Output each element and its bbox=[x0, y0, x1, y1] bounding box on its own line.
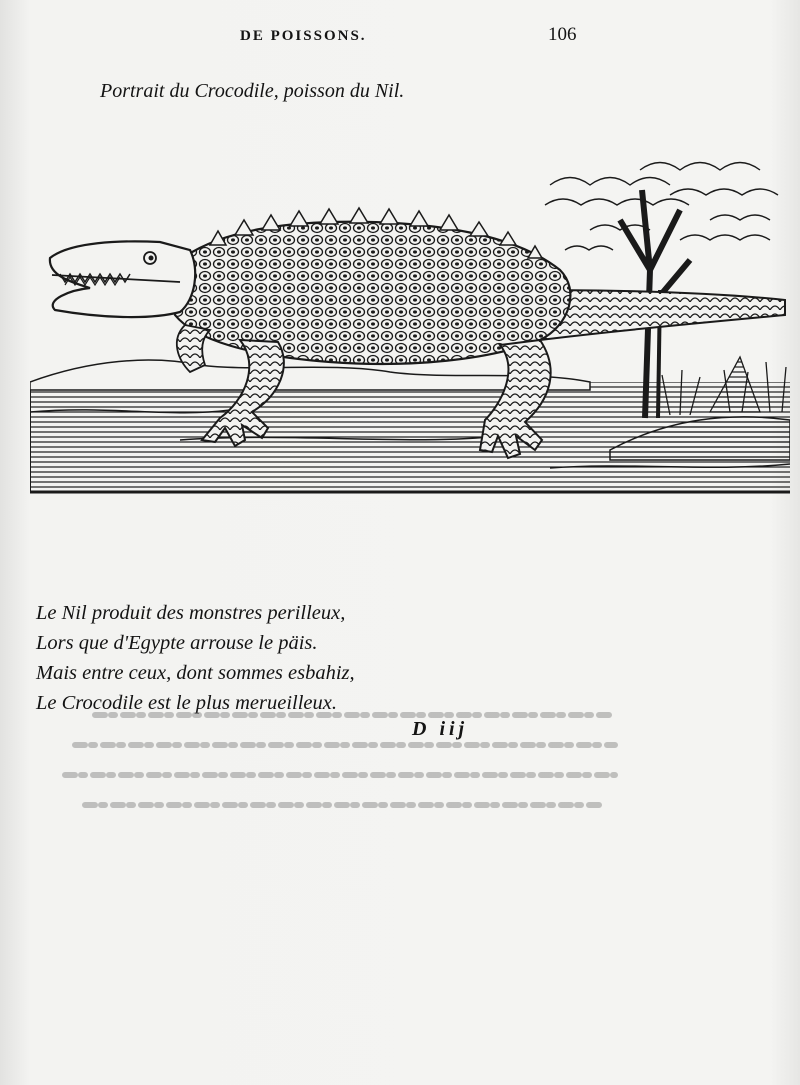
illustration-caption: Portrait du Crocodile, poisson du Nil. bbox=[100, 80, 405, 102]
riverbank bbox=[30, 360, 790, 492]
verse-line: Le Crocodile est le plus merueilleux. bbox=[36, 692, 337, 714]
crocodile-woodcut bbox=[30, 150, 790, 505]
page-number: 106 bbox=[548, 24, 577, 45]
signature-mark: D iij bbox=[412, 718, 469, 740]
verse-line: Le Nil produit des monstres perilleux, bbox=[36, 602, 346, 624]
show-through-ink bbox=[55, 700, 625, 830]
verse-line: Lors que d'Egypte arrouse le päis. bbox=[36, 632, 318, 654]
running-head: DE POISSONS. bbox=[240, 28, 367, 44]
verse-line: Mais entre ceux, dont sommes esbahiz, bbox=[36, 662, 355, 684]
